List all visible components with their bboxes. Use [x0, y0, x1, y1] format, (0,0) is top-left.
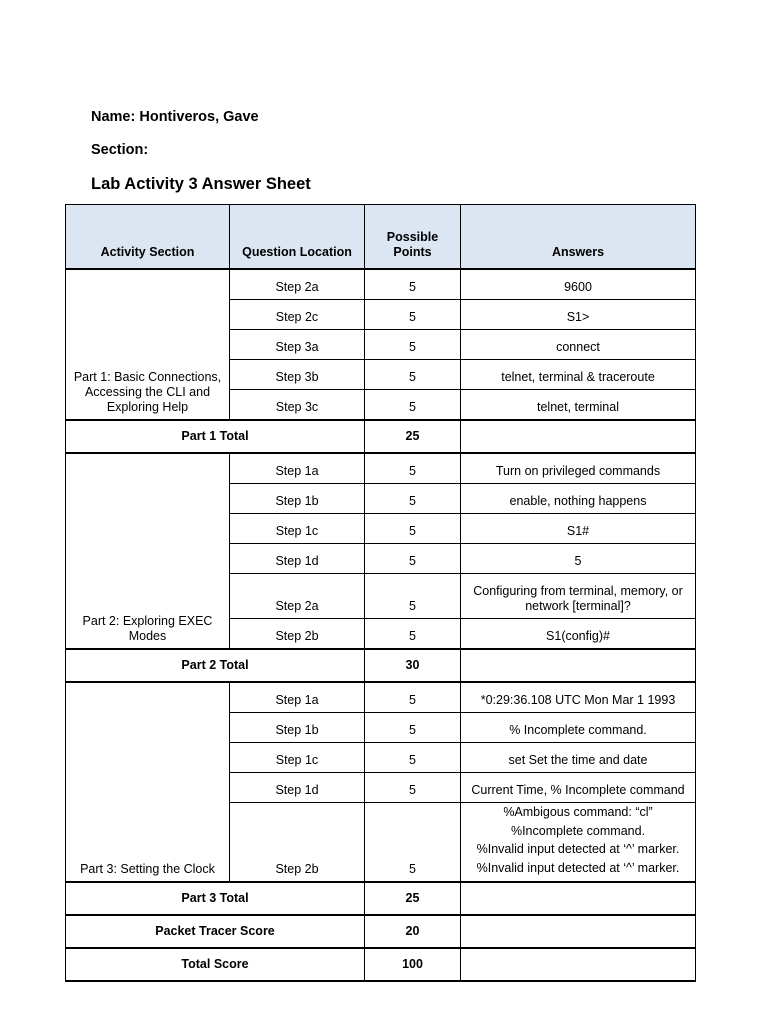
section-label: Section:	[91, 142, 149, 158]
activity-section-part1: Part 1: Basic Connections, Accessing the CLI and Exploring Help	[66, 269, 230, 420]
total-score-answer	[461, 948, 696, 981]
part1-total-label: Part 1 Total	[66, 420, 365, 453]
activity-section-part2: Part 2: Exploring EXEC Modes	[66, 453, 230, 649]
table-row	[66, 453, 696, 484]
possible-points: 5	[365, 300, 461, 330]
name-label: Name:	[91, 109, 136, 125]
part2-total-answer	[461, 649, 696, 682]
possible-points: 5	[365, 330, 461, 360]
answer-cell: telnet, terminal & traceroute	[461, 360, 696, 390]
part2-total-label: Part 2 Total	[66, 649, 365, 682]
question-location: Step 1a	[230, 453, 365, 484]
column-header-answers: Answers	[461, 205, 696, 270]
question-location: Step 1d	[230, 773, 365, 803]
column-header-possible-points: Possible Points	[365, 205, 461, 270]
total-score-points: 100	[365, 948, 461, 981]
question-location: Step 2a	[230, 269, 365, 300]
question-location: Step 1a	[230, 682, 365, 713]
possible-points: 5	[365, 713, 461, 743]
answer-cell: enable, nothing happens	[461, 484, 696, 514]
possible-points: 5	[365, 619, 461, 650]
answer-cell: 5	[461, 544, 696, 574]
possible-points: 5	[365, 360, 461, 390]
answer-cell: Configuring from terminal, memory, or network [terminal]?	[461, 574, 696, 619]
possible-points: 5	[365, 484, 461, 514]
question-location: Step 3b	[230, 360, 365, 390]
part3-total-answer	[461, 882, 696, 915]
question-location: Step 1b	[230, 713, 365, 743]
part2-total-row	[66, 649, 696, 682]
question-location: Step 2c	[230, 300, 365, 330]
column-header-question-location: Question Location	[230, 205, 365, 270]
packet-tracer-answer	[461, 915, 696, 948]
answer-line: %Invalid input detected at ‘^’ marker.	[476, 842, 680, 856]
possible-points: 5	[365, 544, 461, 574]
part1-total-answer	[461, 420, 696, 453]
question-location: Step 2b	[230, 803, 365, 883]
possible-points: 5	[365, 269, 461, 300]
answer-line: %Incomplete command.	[510, 823, 646, 838]
question-location: Step 2b	[230, 619, 365, 650]
question-location: Step 1c	[230, 514, 365, 544]
possible-points: 5	[365, 803, 461, 883]
possible-points: 5	[365, 453, 461, 484]
possible-points: 5	[365, 773, 461, 803]
question-location: Step 1b	[230, 484, 365, 514]
answer-cell: S1>	[461, 300, 696, 330]
answer-cell: S1(config)#	[461, 619, 696, 650]
table-row	[66, 269, 696, 300]
packet-tracer-label: Packet Tracer Score	[66, 915, 365, 948]
section-line	[91, 142, 148, 158]
question-location: Step 1c	[230, 743, 365, 773]
part1-total-points: 25	[365, 420, 461, 453]
answer-table	[65, 204, 696, 982]
answer-cell	[461, 803, 696, 883]
possible-points: 5	[365, 514, 461, 544]
total-score-row	[66, 948, 696, 981]
part2-total-points: 30	[365, 649, 461, 682]
question-location: Step 3a	[230, 330, 365, 360]
answer-cell: Current Time, % Incomplete command	[461, 773, 696, 803]
answer-cell: S1#	[461, 514, 696, 544]
possible-points: 5	[365, 390, 461, 421]
part3-total-label: Part 3 Total	[66, 882, 365, 915]
answer-cell: *0:29:36.108 UTC Mon Mar 1 1993	[461, 682, 696, 713]
answer-cell: telnet, terminal	[461, 390, 696, 421]
possible-points: 5	[365, 682, 461, 713]
name-line	[91, 109, 259, 125]
answer-cell: 9600	[461, 269, 696, 300]
table-row	[66, 682, 696, 713]
name-value: Hontiveros, Gave	[139, 109, 259, 125]
question-location: Step 3c	[230, 390, 365, 421]
possible-points: 5	[365, 574, 461, 619]
question-location: Step 2a	[230, 574, 365, 619]
part1-total-row	[66, 420, 696, 453]
question-location: Step 1d	[230, 544, 365, 574]
answer-cell: set Set the time and date	[461, 743, 696, 773]
total-score-label: Total Score	[66, 948, 365, 981]
page-title: Lab Activity 3 Answer Sheet	[91, 175, 311, 193]
answer-cell: Turn on privileged commands	[461, 453, 696, 484]
activity-section-part3: Part 3: Setting the Clock	[66, 682, 230, 882]
part3-total-points: 25	[365, 882, 461, 915]
column-header-activity-section: Activity Section	[66, 205, 230, 270]
table-header-row	[66, 205, 696, 270]
packet-tracer-points: 20	[365, 915, 461, 948]
part3-total-row	[66, 882, 696, 915]
answer-cell: % Incomplete command.	[461, 713, 696, 743]
answer-cell: connect	[461, 330, 696, 360]
answer-line: %Invalid input detected at ‘^’ marker.	[476, 860, 680, 875]
answer-line: %Ambigous command: “cl”	[503, 805, 653, 819]
packet-tracer-row	[66, 915, 696, 948]
possible-points: 5	[365, 743, 461, 773]
